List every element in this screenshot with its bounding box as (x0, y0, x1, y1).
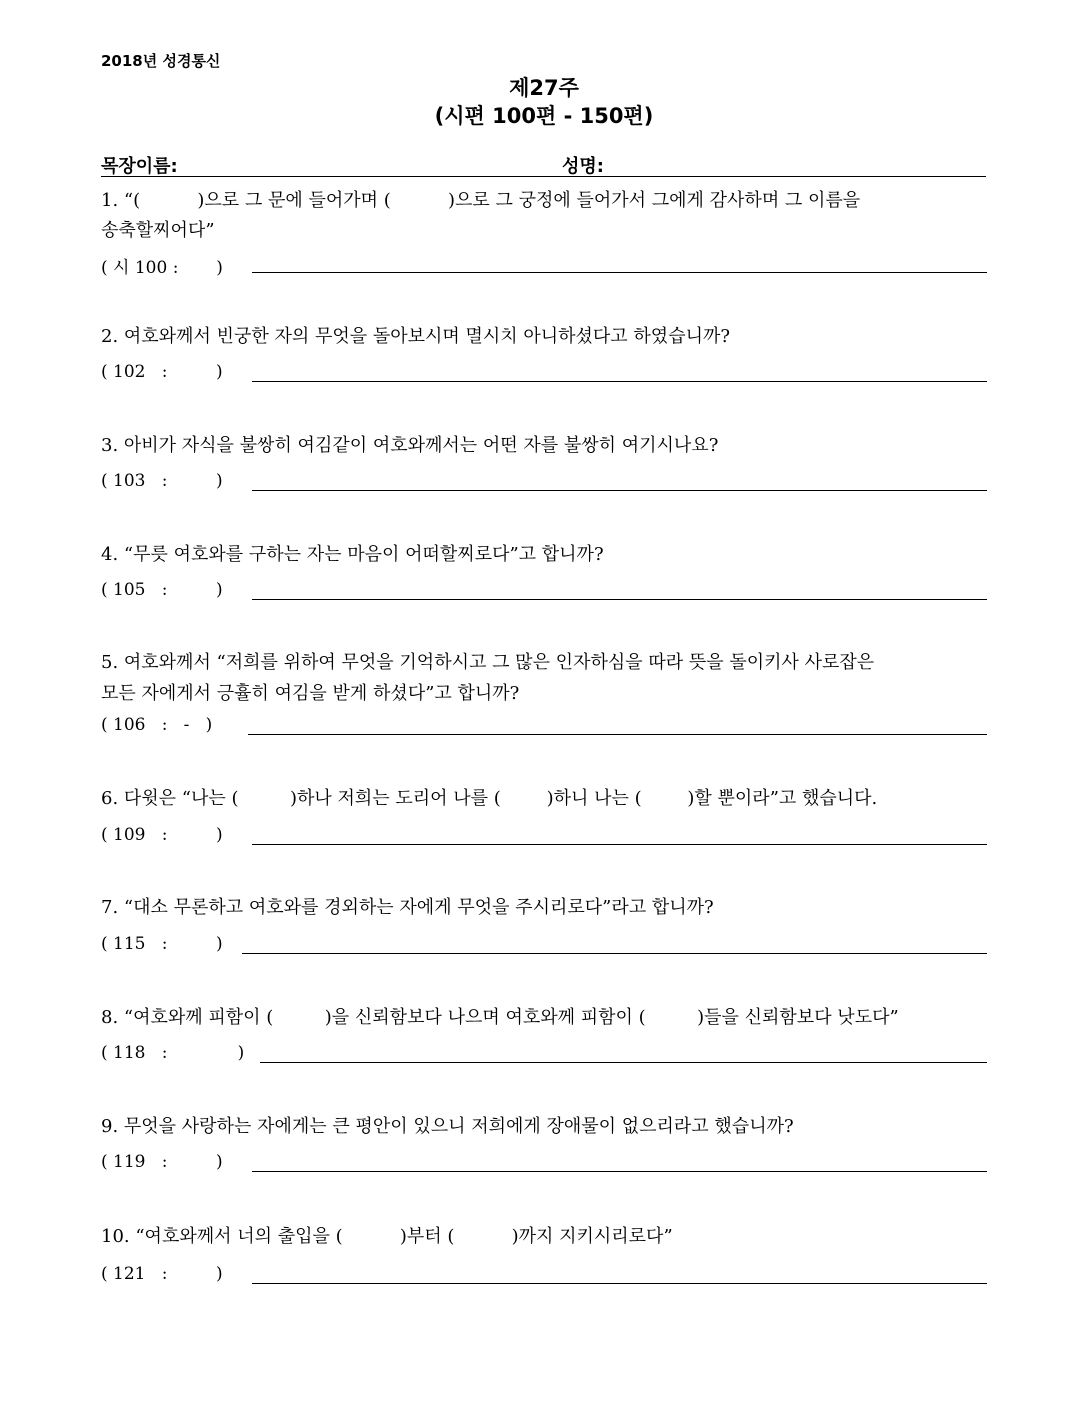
document-header-note: 2018년 성경통신 (101, 52, 221, 70)
question-2-line-1: 2. 여호와께서 빈궁한 자의 무엇을 돌아보시며 멸시치 아니하셨다고 하였습니까? (101, 326, 731, 347)
question-1-answer-line[interactable] (252, 272, 987, 273)
question-7-answer-line[interactable] (242, 953, 987, 954)
person-name-label: 성명: (562, 156, 604, 177)
question-3-answer-line[interactable] (252, 490, 987, 491)
question-8-answer-line[interactable] (260, 1062, 987, 1063)
question-10-line-1: 10. “여호와께서 너의 출입을 ( )부터 ( )까지 지키시리로다” (101, 1226, 673, 1247)
question-4-line-1: 4. “무릇 여호와를 구하는 자는 마음이 어떠할찌로다”고 합니까? (101, 544, 604, 565)
question-2-answer-line[interactable] (252, 381, 987, 382)
question-6-answer-line[interactable] (252, 844, 987, 845)
question-9-reference: ( 119 : ) (101, 1152, 223, 1172)
question-9-line-1: 9. 무엇을 사랑하는 자에게는 큰 평안이 있으니 저희에게 장애물이 없으리라고 했습니까? (101, 1116, 794, 1137)
question-4-answer-line[interactable] (252, 599, 987, 600)
question-8-line-1: 8. “여호와께 피함이 ( )을 신뢰함보다 나으며 여호와께 피함이 ( )들을 신뢰함보다 낫도다” (101, 1007, 899, 1028)
document-title: 제27주 (509, 76, 579, 100)
question-6-line-1: 6. 다윗은 “나는 ( )하나 저희는 도리어 나를 ( )하니 나는 ( )할 뿐이라”고 했습니다. (101, 788, 878, 809)
question-10-answer-line[interactable] (252, 1283, 987, 1284)
question-9-answer-line[interactable] (252, 1171, 987, 1172)
question-6-reference: ( 109 : ) (101, 825, 223, 845)
question-1-line-2: 송축할찌어다” (101, 220, 215, 241)
question-4-reference: ( 105 : ) (101, 580, 223, 600)
document-subtitle: (시편 100편 - 150편) (434, 104, 654, 128)
question-2-reference: ( 102 : ) (101, 362, 223, 382)
question-3-reference: ( 103 : ) (101, 471, 223, 491)
name-underline (101, 176, 986, 177)
question-7-reference: ( 115 : ) (101, 934, 223, 954)
question-10-reference: ( 121 : ) (101, 1264, 223, 1284)
question-5-reference: ( 106 : - ) (101, 715, 213, 735)
question-5-line-2: 모든 자에게서 긍휼히 여김을 받게 하셨다”고 합니까? (101, 683, 520, 704)
question-3-line-1: 3. 아비가 자식을 불쌍히 여김같이 여호와께서는 어떤 자를 불쌍히 여기시나요? (101, 435, 719, 456)
group-name-label: 목장이름: (101, 156, 178, 177)
question-7-line-1: 7. “대소 무론하고 여호와를 경외하는 자에게 무엇을 주시리로다”라고 합니까? (101, 897, 714, 918)
question-5-line-1: 5. 여호와께서 “저희를 위하여 무엇을 기억하시고 그 많은 인자하심을 따라 뜻을 돌이키사 사로잡은 (101, 652, 875, 673)
question-5-answer-line[interactable] (248, 734, 987, 735)
question-1-reference: ( 시 100 : ) (101, 258, 223, 278)
question-1-line-1: 1. “( )으로 그 문에 들어가며 ( )으로 그 궁정에 들어가서 그에게 감사하며 그 이름을 (101, 190, 861, 211)
question-8-reference: ( 118 : ) (101, 1043, 245, 1063)
